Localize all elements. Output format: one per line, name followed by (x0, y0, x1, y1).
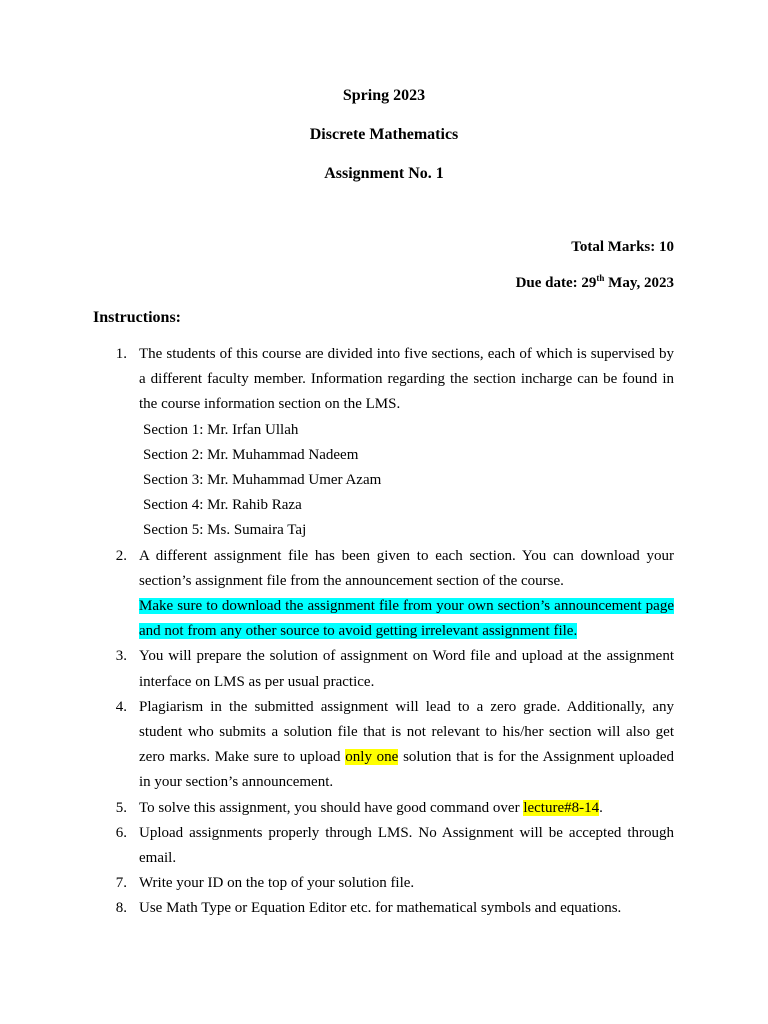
item-number: 4. (115, 698, 127, 715)
section-entry: Section 3: Mr. Muhammad Umer Azam (143, 472, 382, 489)
course-title: Discrete Mathematics (309, 126, 459, 143)
instructions-heading: Instructions: (93, 309, 182, 326)
instruction-item (93, 796, 674, 821)
item-text-after: . (599, 799, 603, 816)
due-date (516, 273, 674, 292)
instruction-item (93, 695, 674, 796)
item-number: 5. (115, 799, 127, 816)
item-text (139, 796, 674, 821)
instructions-list (93, 342, 674, 922)
item-text-after: solution that is for the Assignment uploaded in your section’s announcement. (139, 749, 674, 791)
item-text: You will prepare the solution of assignment on Word file and upload at the assignment interface on LMS as per usual practice. (139, 648, 674, 690)
total-marks: Total Marks: 10 (571, 239, 674, 255)
item-number: 6. (115, 824, 127, 841)
instruction-item (93, 821, 674, 871)
item-number: 3. (115, 648, 127, 665)
instruction-item (93, 896, 674, 921)
instruction-item (93, 544, 674, 645)
section-entry: Section 2: Mr. Muhammad Nadeem (143, 446, 359, 463)
due-date-suffix: May, 2023 (604, 275, 674, 291)
item-number: 1. (115, 346, 127, 362)
item-text: Use Math Type or Equation Editor etc. for mathematical symbols and equations. (139, 900, 622, 917)
section-entry: Section 1: Mr. Irfan Ullah (143, 421, 299, 438)
item-number: 7. (115, 875, 127, 892)
section-entry: Section 5: Ms. Sumaira Taj (143, 522, 307, 539)
item-text: Upload assignments properly through LMS. No Assignment will be accepted through email. (139, 824, 674, 867)
item-text: Write your ID on the top of your solution file. (139, 875, 415, 892)
item-text (139, 695, 674, 796)
due-date-superscript: th (596, 273, 605, 283)
highlight-cyan: Make sure to download the assignment file from your own section’s announcement page and not from any other source to avoid getting irrelevant assignment file. (139, 598, 674, 640)
highlighted-note (139, 594, 674, 644)
item-text: The students of this course are divided into five sections, each of which is supervised by a different faculty member. Information regarding the section incharge can be found in the course information section on the LMS. (139, 346, 674, 413)
item-text: A different assignment file has been given to each section. You can download your section’s assignment file from the announcement section of the course. (139, 547, 674, 589)
assignment-title: Assignment No. 1 (324, 165, 444, 182)
item-number: 2. (115, 547, 127, 564)
semester-title: Spring 2023 (342, 87, 426, 104)
instruction-item (93, 644, 674, 694)
highlight-yellow: only one (345, 749, 399, 766)
item-text-before: To solve this assignment, you should have good command over (139, 799, 524, 816)
due-date-prefix: Due date: 29 (515, 275, 597, 291)
highlight-yellow: lecture#8-14 (523, 799, 600, 816)
instruction-item (93, 342, 674, 544)
item-text-before: Plagiarism in the submitted assignment will lead to a zero grade. Additionally, any student who submits a solution file that is not relevant to his/her section will also get zero marks. Make sure to upload (139, 698, 674, 766)
section-entry: Section 4: Mr. Rahib Raza (143, 497, 302, 514)
instruction-item (93, 871, 674, 896)
item-number: 8. (115, 900, 127, 917)
